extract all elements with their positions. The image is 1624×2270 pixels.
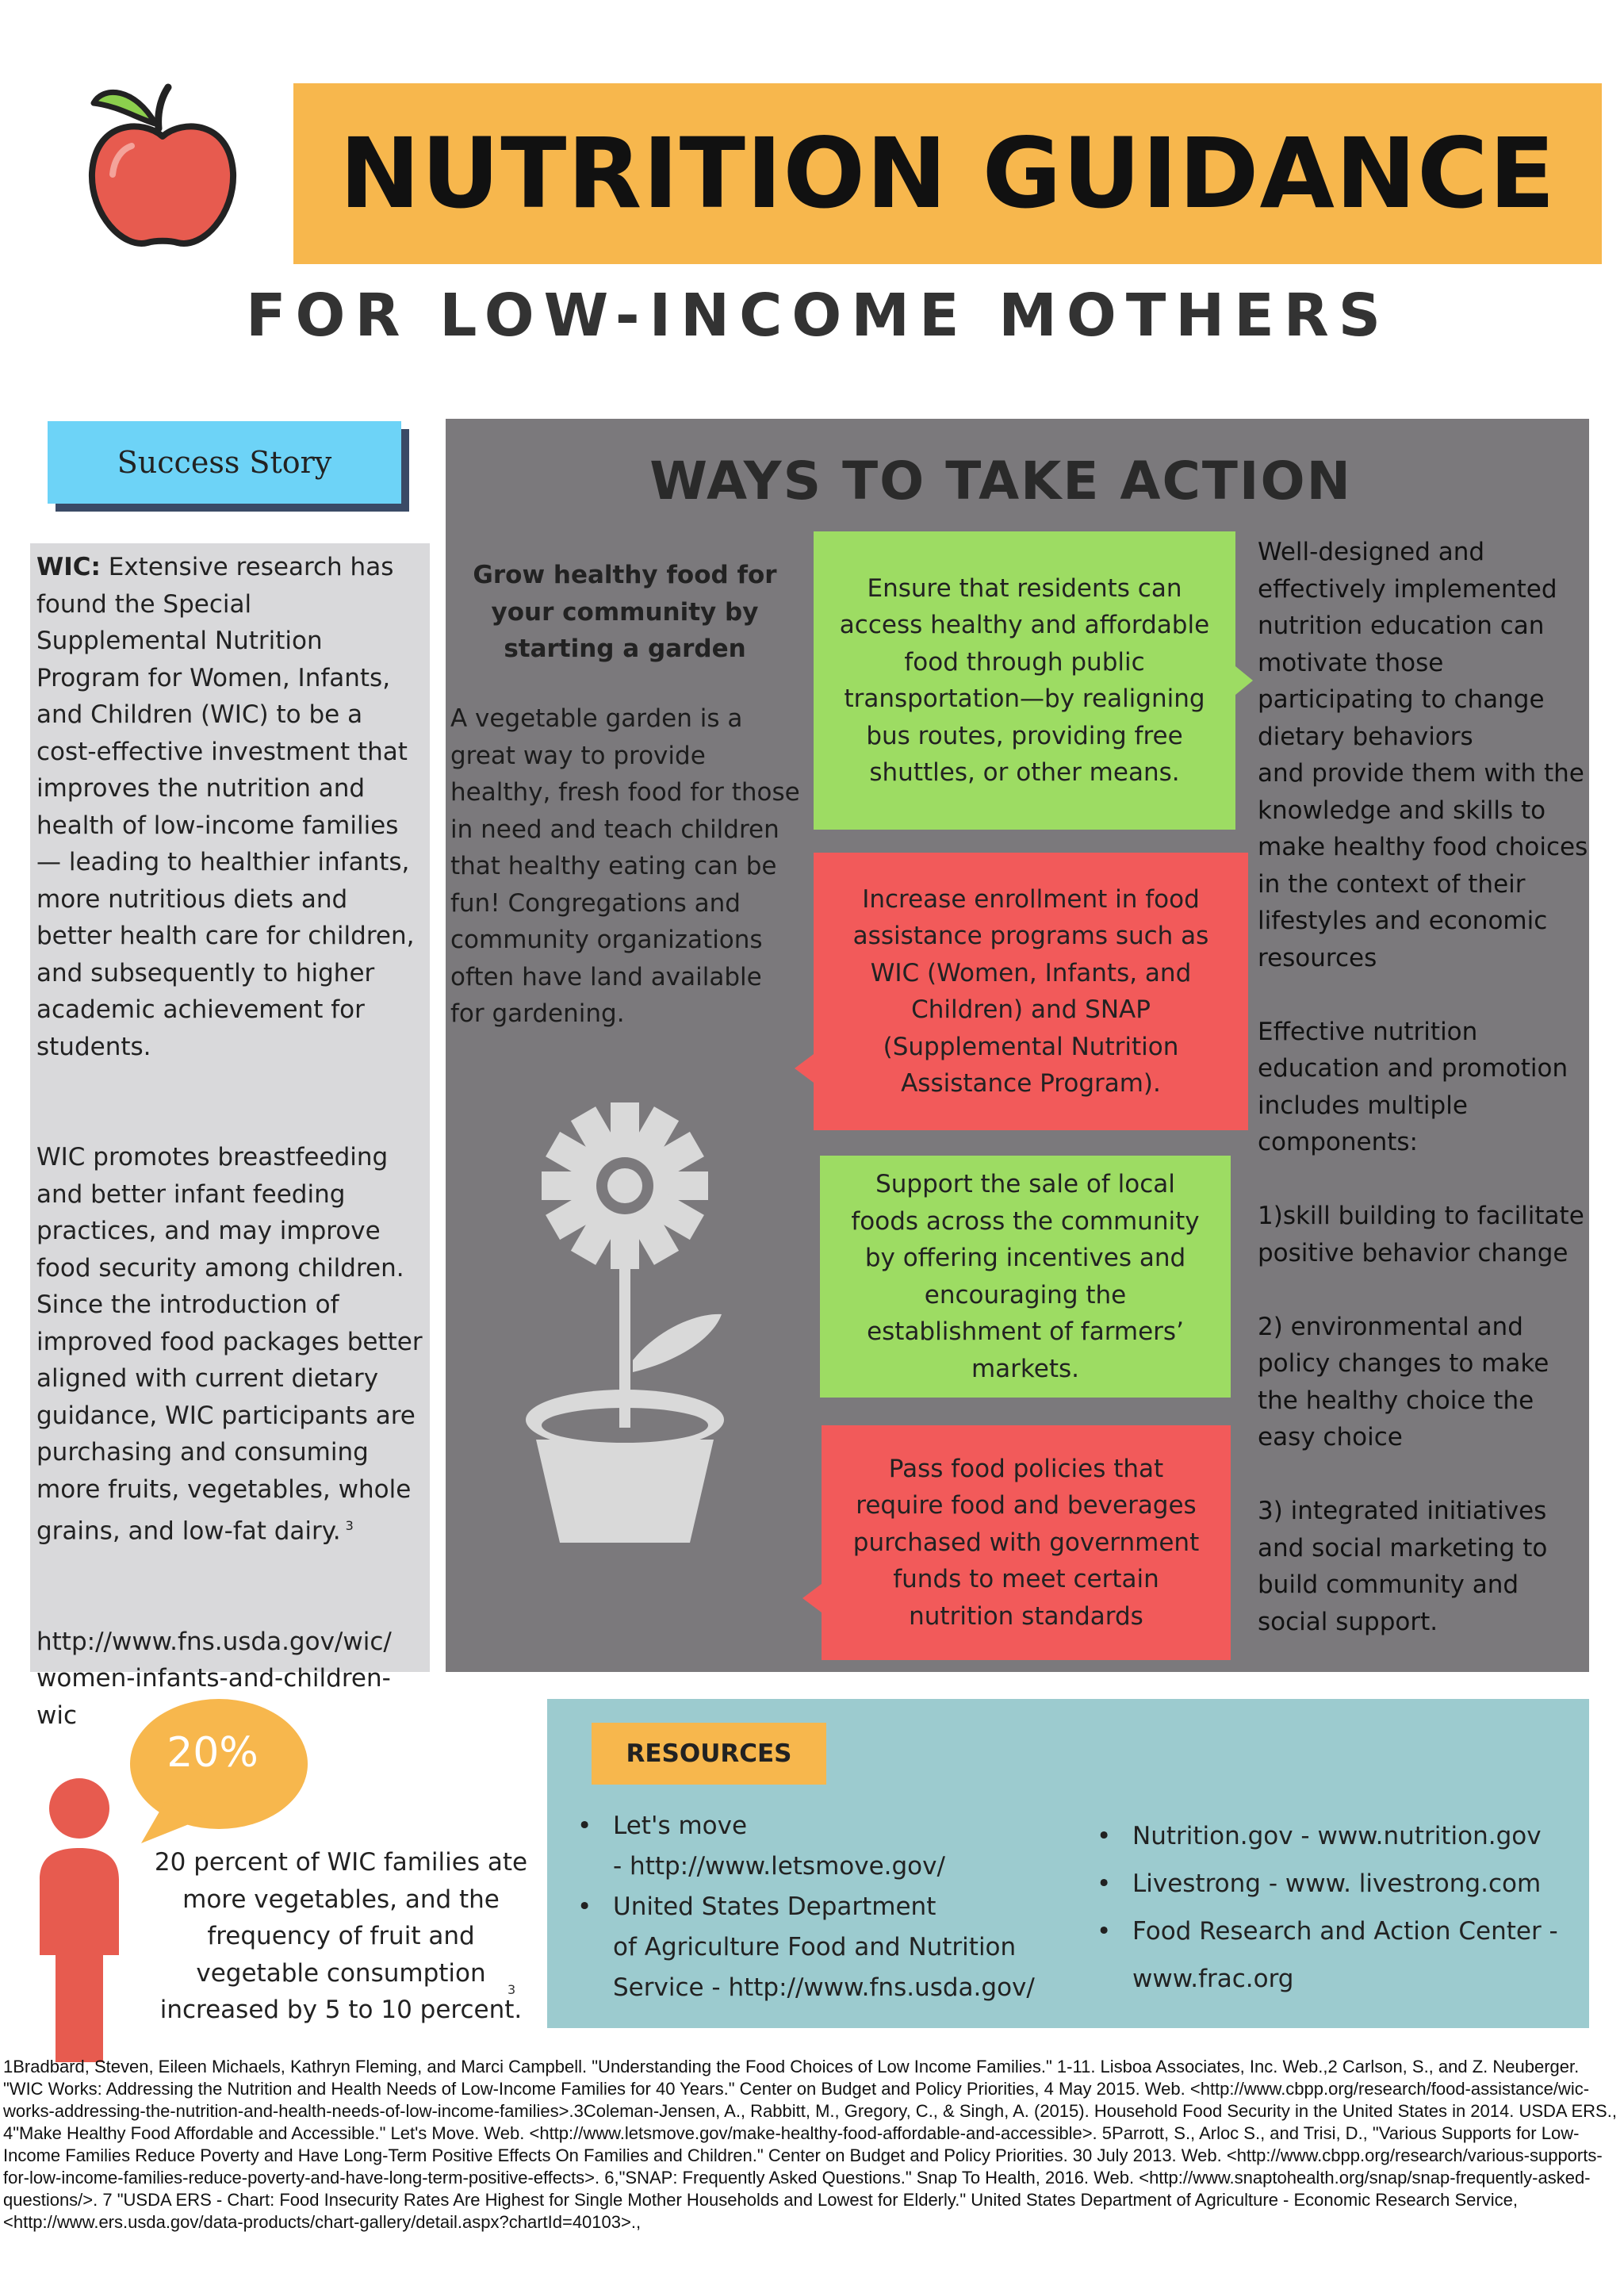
nutrition-para-2: and provide them with the knowledge and skills to make healthy food choices in the context of their lifestyles and economic resources [1258, 759, 1588, 972]
page-title: NUTRITION GUIDANCE [339, 117, 1556, 230]
footer-citations: 1Bradbard, Steven, Eileen Michaels, Kathryn Fleming, and Marci Campbell. "Understanding the Food Choices of Low Income Families." 1-11. Lisboa Associates, Inc. Web.,2 Carlson, S., and Z. Neuberger. "WIC Works: Addressing the Nutrition and Health Needs of Low-Income Families for 40 Years." Center on Budget and Policy Priorities, 4 May 2015. Web. <http://www.cbpp.org/research/food-assistance/wic-works-addressing-the-nutrition-and-health-needs-of-low-income-families>.3Coleman-Jensen, A., Rabbitt, M., Gregory, C., & Singh, A. (2015). Household Food Security in the United States in 2014. USDA ERS., 4"Make Healthy Food Affordable and Accessible." Let's Move. Web. <http://www.letsmove.gov/make-healthy-food-affordable-and-accessible>. 5Parrott, S., Arloc S., and Trisi, D., "Various Supports for Low-Income Families Reduce Poverty and Have Long-Term Positive Effects On Families and Children." Center on Budget and Policy Priorities. 30 July 2013. Web. <http://www.cbpp.org/research/various-supports-for-low-income-families-reduce-poverty-and-have-long-term-positive-effects>. 6,"SNAP: Frequently Asked Questions." Snap To Health, 2016. Web. <http://www.snaptohealth.org/snap/snap-frequently-asked-questions/>. 7 "USDA ERS - Chart: Food Insecurity Rates Are Highest for Single Mother Households and Lowest for Elderly." United States Department of Agriculture - Economic Research Service, <http://www.ers.usda.gov/data-products/chart-gallery/detail.aspx?chartId=40103>., [3, 2057, 1617, 2232]
garden-heading: Grow healthy food for your community by starting a garden [473, 561, 777, 663]
resource-title: Food Research and Action Center - [1132, 1917, 1558, 1946]
nutrition-education-text [1258, 534, 1591, 1640]
bullet: • [1097, 1869, 1112, 1898]
nutrition-para-6: 3) integrated initiatives and social marketing to build community and [1258, 1497, 1548, 1599]
resource-item-nutrition-gov[interactable] [1097, 1812, 1584, 1860]
story-para1-rest: Extensive research has found the Special Supplemental Nutrition Program for Women, Infants, and Children (WIC) to be a cost-effective investment that improves the nutrition and health of low-income families — leading to healthier infants, more nutritious diets and better health care for children, and subsequently to higher academic achievement for students. [36, 553, 415, 1061]
resource-link[interactable]: www.frac.org [1132, 1965, 1294, 1993]
stat-reference: 3 [508, 1982, 516, 1997]
story-paragraph-2 [36, 1139, 430, 1550]
action-title: WAYS TO TAKE ACTION [649, 451, 1352, 512]
success-story-tag: Success Story [48, 421, 401, 504]
flower-pot-icon [523, 1099, 761, 1543]
resource-link[interactable]: Service - http://www.fns.usda.gov/ [613, 1973, 1035, 2002]
garden-body: A vegetable garden is a great way to provide healthy, fresh food for those in need and teach children that healthy eating can be fun! Congregations and community organizations often have land available for gardening. [450, 704, 800, 1028]
resource-title-cont: of Agriculture Food and Nutrition [613, 1933, 1017, 1961]
nutrition-para-5: 2) environmental and policy changes to make the healthy choice the easy choice [1258, 1312, 1549, 1451]
story-paragraph-1 [36, 549, 430, 1065]
page-subtitle: FOR LOW-INCOME MOTHERS [246, 282, 1391, 350]
story-lead: WIC: [36, 553, 101, 581]
nutrition-para-3: Effective nutrition education and promotion includes multiple components: [1258, 1017, 1568, 1156]
nutrition-para-7: social support. [1258, 1607, 1438, 1636]
stat-percent: 20% [167, 1729, 259, 1777]
wic-link-line1[interactable]: http://www.fns.usda.gov/wic/ [36, 1627, 392, 1656]
story-para2-text: WIC promotes breastfeeding and better infant feeding practices, and may improve food security among children. Since the introduction of improved food packages better aligned with current dietary guidance, WIC participants are purchasing and consuming more fruits, vegetables, whole grains, and low-fat dairy. [36, 1143, 423, 1546]
bullet: • [577, 1812, 592, 1840]
apple-icon [79, 79, 246, 254]
callout-food-policies: Pass food policies that require food and beverages purchased with government funds to meet certain nutrition standards [822, 1425, 1231, 1660]
bullet: • [1097, 1822, 1112, 1850]
success-story-text [36, 549, 430, 1734]
resource-item-letsmove[interactable] [577, 1806, 1057, 1887]
resources-list-left [577, 1806, 1057, 2008]
stat-text: 20 percent of WIC families ate more vegetables, and the frequency of fruit and vegetable consumption increased by 5 to 10 percent. [154, 1848, 528, 2024]
resource-link[interactable]: Nutrition.gov - www.nutrition.gov [1132, 1822, 1542, 1850]
resource-title: United States Department [613, 1892, 936, 1921]
resource-title: Let's move [613, 1812, 748, 1840]
callout-local-foods: Support the sale of local foods across the community by offering incentives and encouraging the establishment of farmers’ markets. [820, 1156, 1231, 1398]
callout-enrollment: Increase enrollment in food assistance programs such as WIC (Women, Infants, and Children) and SNAP (Supplemental Nutrition Assistance Program). [814, 853, 1248, 1130]
resource-item-frac[interactable] [1097, 1908, 1584, 2003]
resource-item-usda[interactable] [577, 1887, 1057, 2008]
person-icon [32, 1777, 127, 2062]
resources-tag: RESOURCES [592, 1723, 826, 1785]
resource-link[interactable]: - http://www.letsmove.gov/ [613, 1852, 945, 1881]
callout-transportation: Ensure that residents can access healthy and affordable food through public transportation—by realigning bus routes, providing free shuttles, or other means. [814, 531, 1235, 830]
bullet: • [577, 1892, 592, 1921]
bullet: • [1097, 1917, 1112, 1946]
nutrition-para-4: 1)skill building to facilitate positive behavior change [1258, 1202, 1584, 1267]
resource-link[interactable]: Livestrong - www. livestrong.com [1132, 1869, 1542, 1898]
resource-item-livestrong[interactable] [1097, 1860, 1584, 1908]
story-reference: 3 [345, 1518, 354, 1533]
wic-link-line2[interactable]: women-infants-and-children-wic [36, 1664, 391, 1730]
resources-list-right [1097, 1812, 1584, 2003]
nutrition-para-1: Well-designed and effectively implemented nutrition education can motivate those participating to change dietary behaviors [1258, 538, 1557, 751]
